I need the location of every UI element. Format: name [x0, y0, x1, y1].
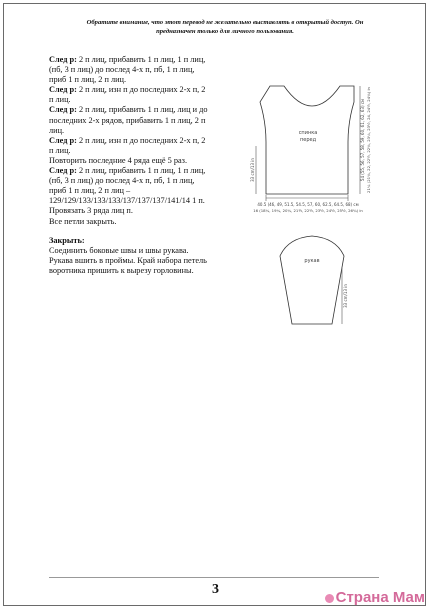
- instructions-column: [49, 55, 209, 276]
- notice-line-1: Обратите внимание, что этот перевод не желательно выставлять в открытый доступ. Он: [86, 19, 364, 26]
- body-label-2: перед: [299, 137, 317, 143]
- instruction-row: След р: 2 п лиц, изн п до последних 2-х п, 2 п лиц.: [49, 135, 206, 155]
- watermark-dot-icon: [325, 594, 334, 603]
- instruction-row: Повторить последние 4 ряда ещё 5 раз.: [49, 155, 188, 165]
- schematic-svg: [212, 56, 422, 366]
- footer-rule: [49, 577, 379, 578]
- instruction-row: След р: 2 п лиц, изн п до последних 2-х п, 2 п лиц.: [49, 85, 206, 105]
- full-length-text-2: 21¼ (21¾, 22, 22½, 22¾, 23¼, 23½, 24, 24½, 24¾) in: [366, 87, 371, 193]
- instruction-row: След р: 2 п лиц, прибавить 1 п лиц, 1 п лиц, (пб, 3 п лиц) до послед 4-х п, пб, 1 п лиц, приб 1 п лиц, 2 п лиц.: [49, 55, 206, 85]
- instruction-row: След р: 2 п лиц, прибавить 1 п лиц, 1 п лиц, (пб, 3 п лиц) до послед 4-х п, пб, 1 п лиц, приб 1 п лиц, 2 п лиц – 129/129/133/133/133/137/137/137/141/14 1 п.: [49, 166, 206, 206]
- full-length-text-1: 54 (55, 56, 57, 58, 59, 60, 61, 62, 63) см: [360, 98, 365, 182]
- sleeve-label: рукав: [304, 258, 320, 264]
- close-text: Соединить боковые швы и швы рукава. Рукава вшить в проймы. Край набора петель воротника пришить к вырезу горловины.: [49, 245, 207, 275]
- close-heading: Закрыть:: [49, 235, 85, 245]
- copyright-notice: [60, 18, 390, 36]
- sleeve-height-text: 33 cm/13 in: [343, 284, 348, 308]
- schematic-diagrams: [212, 56, 422, 366]
- instruction-row: След р: 2 п лиц, прибавить 1 п лиц, лиц и до последних 2-х рядов, прибавить 1 п лиц, 2 п лиц.: [49, 105, 208, 135]
- side-height-text: 33 cm/13 in: [250, 158, 255, 182]
- watermark-logo: Страна Мам: [325, 589, 425, 606]
- body-width-text-1: 40.5 (46, 49, 51.5, 54.5, 57, 60, 62.5, 64.5, 68) см: [257, 202, 359, 207]
- instruction-row: Провязать 3 ряда лиц п.: [49, 206, 133, 216]
- instruction-row: Все петли закрыть.: [49, 216, 117, 226]
- page-number: 3: [212, 582, 219, 597]
- notice-line-2: предназначен только для личного пользования.: [156, 28, 294, 35]
- body-width-text-2: 16 (18¼, 19¼, 20¼, 21½, 22½, 23½, 24½, 25½, 26¾) in: [253, 208, 363, 213]
- sleeve-outline: [280, 236, 344, 324]
- body-label-1: спинка: [298, 130, 318, 136]
